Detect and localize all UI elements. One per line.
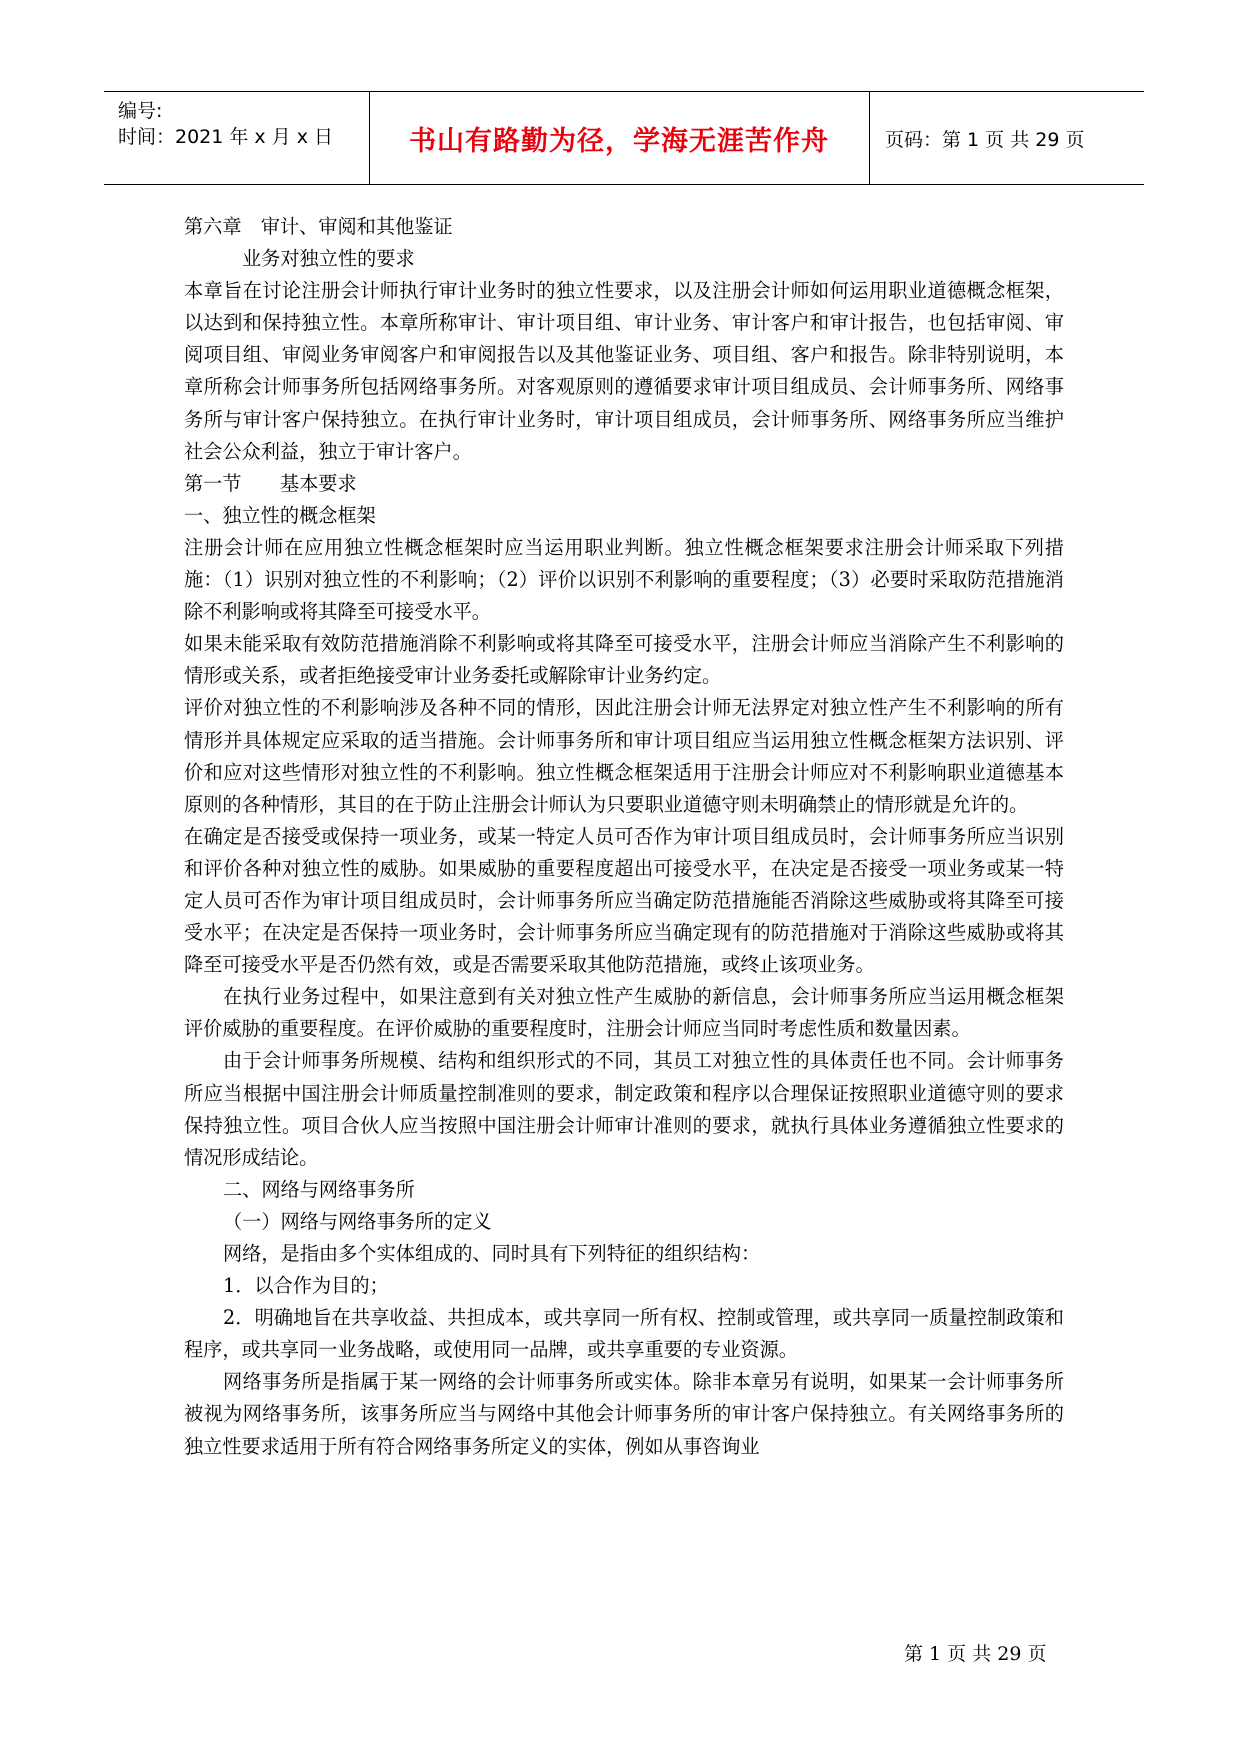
- document-number-label: 编号:: [118, 100, 163, 122]
- body-paragraph: 网络，是指由多个实体组成的、同时具有下列特征的组织结构：: [223, 1242, 761, 1265]
- list-item: 2．明确地旨在共享收益、共担成本，或共享同一所有权、控制或管理，或共享同一质量控制政策和程序，或共享同一业务战略，或使用同一品牌，或共享重要的专业资源。: [184, 1306, 1064, 1362]
- chapter-subtitle: 业务对独立性的要求: [242, 247, 415, 271]
- header-page-cell: [869, 92, 1144, 184]
- body-paragraph: 由于会计师事务所规模、结构和组织形式的不同，其员工对独立性的具体责任也不同。会计师事务所应当根据中国注册会计师质量控制准则的要求，制定政策和程序以合理保证按照职业道德守则的要求保持独立性。项目合伙人应当按照中国注册会计师审计准则的要求，就执行具体业务遵循独立性要求的情况形成结论。: [184, 1049, 1064, 1169]
- body-paragraph: 如果未能采取有效防范措施消除不利影响或将其降至可接受水平，注册会计师应当消除产生不利影响的情形或关系，或者拒绝接受审计业务委托或解除审计业务约定。: [184, 632, 1064, 688]
- body-paragraph: 本章旨在讨论注册会计师执行审计业务时的独立性要求，以及注册会计师如何运用职业道德概念框架，以达到和保持独立性。本章所称审计、审计项目组、审计业务、审计客户和审计报告，也包括审阅、审阅项目组、审阅业务审阅客户和审阅报告以及其他鉴证业务、项目组、客户和报告。除非特别说明，本章所称会计师事务所包括网络事务所。对客观原则的遵循要求审计项目组成员、会计师事务所、网络事务所与审计客户保持独立。在执行审计业务时，审计项目组成员，会计师事务所、网络事务所应当维护社会公众利益，独立于审计客户。: [184, 279, 1064, 463]
- section-heading: 第一节 基本要求: [184, 471, 357, 495]
- document-body: [184, 211, 1064, 1463]
- body-paragraph: 在执行业务过程中，如果注意到有关对独立性产生威胁的新信息，会计师事务所应当运用概念框架评价威胁的重要程度。在评价威胁的重要程度时，注册会计师应当同时考虑性质和数量因素。: [184, 985, 1064, 1041]
- subsection-heading: 一、独立性的概念框架: [184, 503, 376, 527]
- body-paragraph: 在确定是否接受或保持一项业务，或某一特定人员可否作为审计项目组成员时，会计师事务所应当识别和评价各种对独立性的威胁。如果威胁的重要程度超出可接受水平，在决定是否接受一项业务或某一特定人员可否作为审计项目组成员时，会计师事务所应当确定防范措施能否消除这些威胁或将其降至可接受水平；在决定是否保持一项业务时，会计师事务所应当确定现有的防范措施对于消除这些威胁或将其降至可接受水平是否仍然有效，或是否需要采取其他防范措施，或终止该项业务。: [184, 824, 1064, 977]
- page-footer: 第 1 页 共 29 页: [904, 1643, 1047, 1665]
- chapter-title: 第六章 审计、审阅和其他鉴证: [184, 215, 453, 238]
- body-paragraph: 注册会计师在应用独立性概念框架时应当运用职业判断。独立性概念框架要求注册会计师采取下列措施：（1）识别对独立性的不利影响；（2）评价以识别不利影响的重要程度；（3）必要时采取防范措施消除不利影响或将其降至可接受水平。: [184, 535, 1064, 624]
- subsection-heading: （一）网络与网络事务所的定义: [223, 1209, 492, 1233]
- page-header: [104, 91, 1144, 185]
- header-slogan-cell: [369, 92, 870, 184]
- document-time: 时间：2021 年 x 月 x 日: [118, 126, 334, 148]
- list-item: 1．以合作为目的；: [223, 1274, 389, 1298]
- body-paragraph: 网络事务所是指属于某一网络的会计师事务所或实体。除非本章另有说明，如果某一会计师事务所被视为网络事务所，该事务所应当与网络中其他会计师事务所的审计客户保持独立。有关网络事务所的独立性要求适用于所有符合网络事务所定义的实体，例如从事咨询业: [184, 1370, 1064, 1458]
- body-paragraph: 评价对独立性的不利影响涉及各种不同的情形，因此注册会计师无法界定对独立性产生不利影响的所有情形并具体规定应采取的适当措施。会计师事务所和审计项目组应当运用独立性概念框架方法识别、评价和应对这些情形对独立性的不利影响。独立性概念框架适用于注册会计师应对不利影响职业道德基本原则的各种情形，其目的在于防止注册会计师认为只要职业道德守则未明确禁止的情形就是允许的。: [184, 696, 1064, 816]
- header-slogan: 书山有路勤为径，学海无涯苦作舟: [409, 126, 829, 157]
- subsection-heading: 二、网络与网络事务所: [223, 1177, 415, 1201]
- header-page-info: 页码：第 1 页 共 29 页: [885, 129, 1085, 151]
- header-meta-cell: [104, 92, 370, 184]
